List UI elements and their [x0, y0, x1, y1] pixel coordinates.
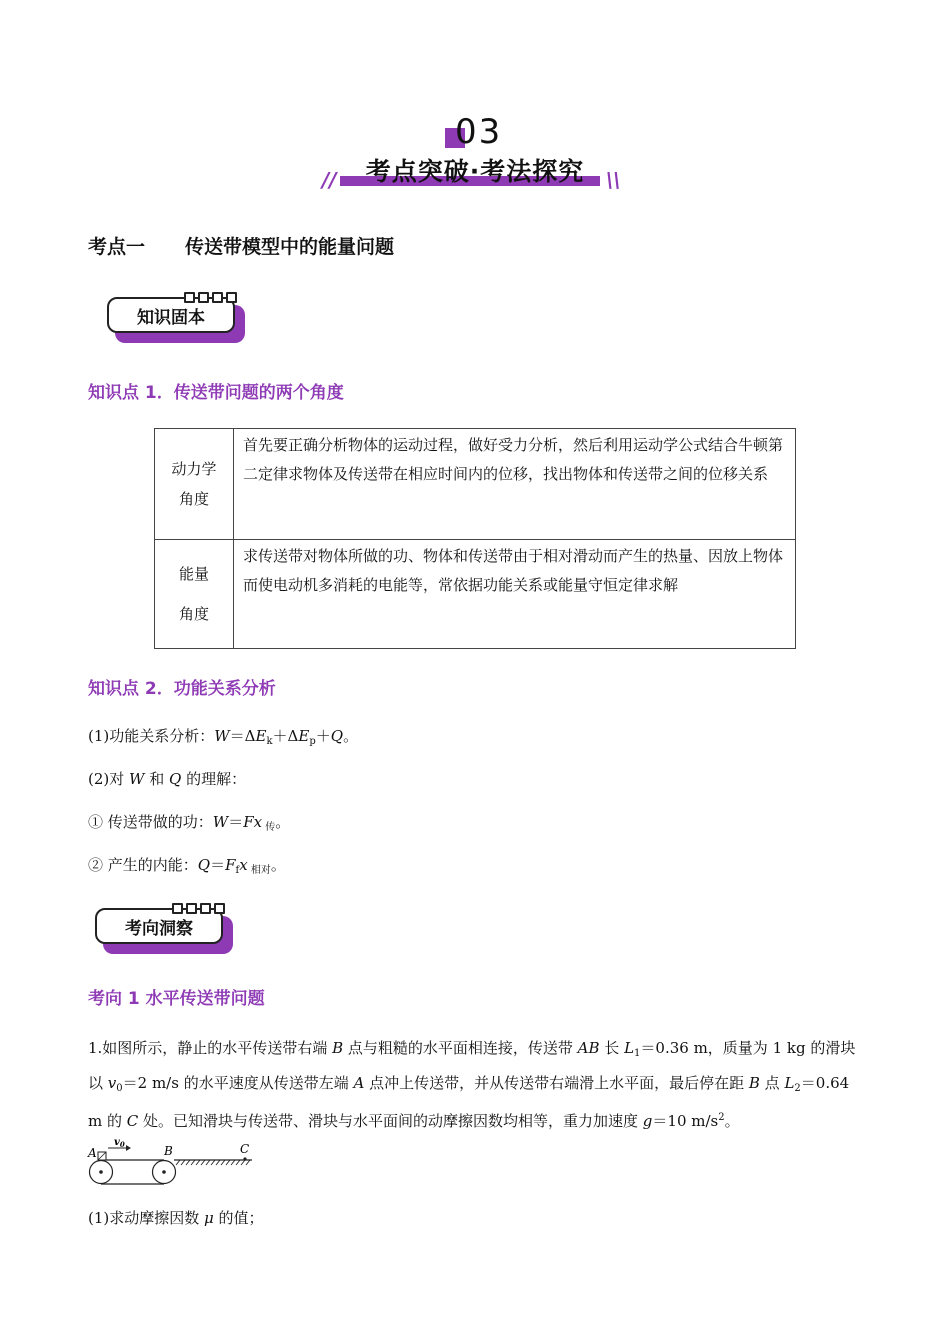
knowledge-badge-label: 知识固本 — [137, 308, 205, 328]
label-B: B — [164, 1144, 173, 1158]
belt-work-line: ① 传送带做的功：W＝Fx $_传$。 — [88, 813, 291, 833]
question-text: 1.如图所示，静止的水平传送带右端 B 点与粗糙的水平面相连接，传送带 AB 长 $L_1=0.36$ m，质量为 1 kg 的滑块以 $v_0=2$ m/s 的水平速度从传送带左端 A 点冲上传送带，并从传送带右端滑上水平面，最后停在距 B 点 $L_2=0.64$ m 的 C 处。已知滑块与传送带、滑块与水平面间的动摩擦因数均相等，重力加速度 g＝10 $m/s^2$。 — [88, 1039, 856, 1130]
label-A: A — [88, 1146, 97, 1160]
topic-label: 考点一 — [88, 236, 146, 258]
table-row — [155, 540, 796, 649]
kp1-heading: 知识点 1．传送带问题的两个角度 — [88, 383, 344, 403]
section-title-left-decoration: // — [322, 168, 337, 192]
sub-question-1: (1)求动摩擦因数 μ 的值； — [88, 1209, 264, 1227]
knowledge-badge — [107, 297, 247, 347]
label-C: C — [240, 1142, 250, 1156]
table-row-header: 动力学 角度 — [155, 429, 234, 540]
table-row-content: 首先要正确分析物体的运动过程，做好受力分析，然后利用运动学公式结合牛顿第二定律求物体及传送带在相应时间内的位移，找出物体和传送带之间的位移关系 — [234, 429, 796, 540]
section-title: 考点突破·考法探究 — [365, 157, 585, 186]
point-C — [243, 1157, 246, 1160]
direction-heading: 考向 1 水平传送带问题 — [88, 989, 265, 1009]
understanding-line: (2)对 W 和 Q 的理解： — [88, 770, 247, 788]
perspectives-table — [154, 428, 796, 649]
section-title-block — [320, 152, 630, 192]
kp2-heading: 知识点 2．功能关系分析 — [88, 679, 276, 699]
topic-heading — [88, 232, 394, 259]
insight-badge-label: 考向洞察 — [125, 919, 193, 939]
section-number: 03 — [455, 112, 503, 152]
insight-badge — [95, 908, 235, 958]
section-title-right-decoration: \\ — [606, 168, 621, 192]
energy-relation-line: (1)功能关系分析：$W=\Delta E_k+\Delta E_p+Q$。 — [88, 727, 359, 747]
conveyor-belt-figure — [86, 1138, 258, 1190]
table-row — [155, 429, 796, 540]
table-row-content: 求传送带对物体所做的功、物体和传送带由于相对滑动而产生的热量、因放上物体而使电动机多消耗的电能等，常依据功能关系或能量守恒定律求解 — [234, 540, 796, 649]
table-row-header: 能量 角度 — [155, 540, 234, 649]
topic-title: 传送带模型中的能量问题 — [185, 236, 395, 258]
internal-energy-line: ② 产生的内能：$Q=F_fx$ $_{相对}$。 — [88, 856, 286, 876]
label-v0: $v_0$ — [114, 1138, 125, 1149]
